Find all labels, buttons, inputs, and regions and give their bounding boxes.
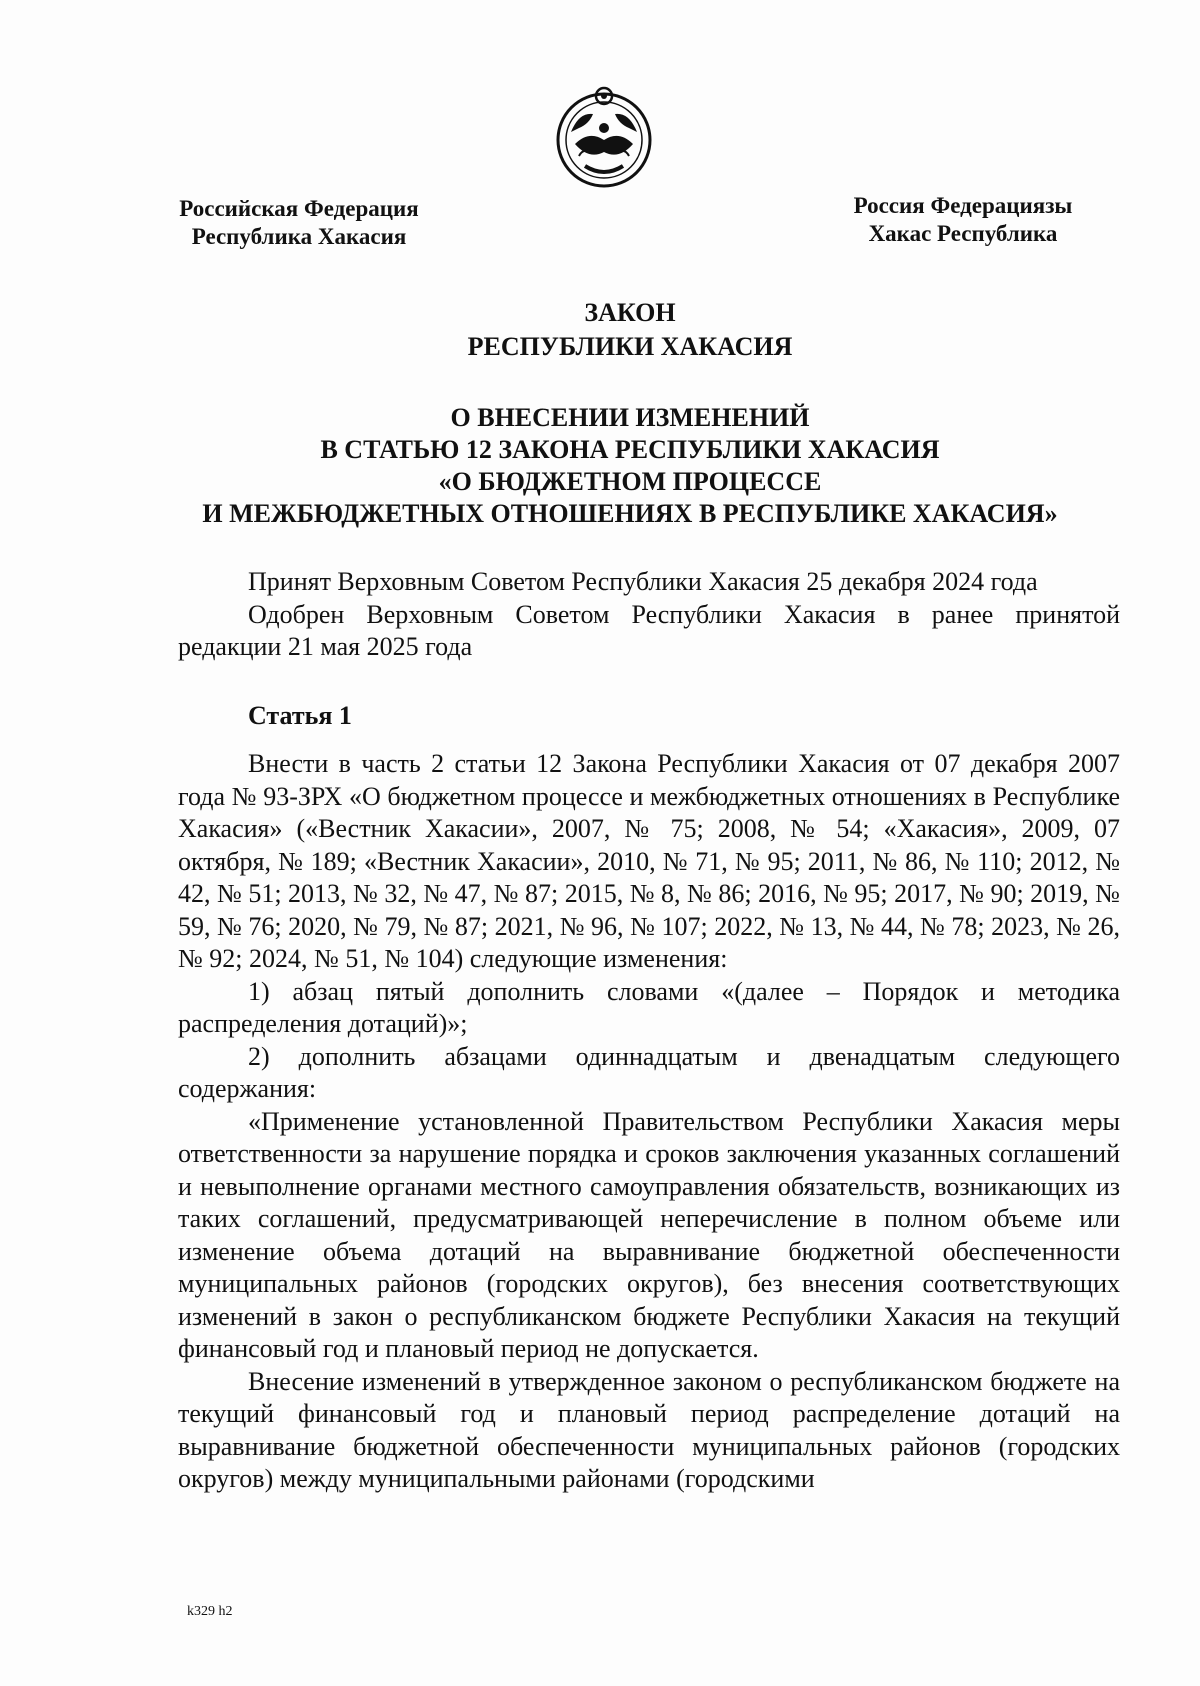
header-left-line2: Республика Хакасия — [191, 224, 407, 249]
article-body — [178, 748, 1120, 1496]
law-title — [170, 297, 1090, 363]
article-paragraph: 1) абзац пятый дополнить словами «(далее – Порядок и методика распределения дотаций)»; — [178, 976, 1120, 1038]
article-paragraph: «Применение установленной Правительством Республики Хакасия меры ответственности за нарушение порядка и сроков заключения указанных соглашений и невыполнение органами местного самоуправления обязательств, возникающих из таких соглашений, предусматривающей неперечисление в полном объеме или изменение объема дотаций на выравнивание бюджетной обеспеченности муниципальных районов (городских округов), без внесения соответствующих изменений в закон о республиканском бюджете Республики Хакасия на текущий финансовый год и плановый период не допускается. — [178, 1106, 1120, 1363]
footer-code: k329 h2 — [187, 1604, 233, 1619]
adopted-text: Принят Верховным Советом Республики Хакасия 25 декабря 2024 года — [248, 567, 1038, 596]
approved-text: Одобрен Верховным Советом Республики Хакасия в ранее принятой редакции 21 мая 2025 года — [178, 599, 1120, 661]
law-title-line2: РЕСПУБЛИКИ ХАКАСИЯ — [467, 332, 793, 361]
header-right-line2: Хакас Республика — [868, 221, 1058, 246]
header-right — [830, 192, 1096, 248]
article-paragraph: 2) дополнить абзацами одиннадцатым и двенадцатым следующего содержания: — [178, 1041, 1120, 1103]
law-title-line1: ЗАКОН — [584, 298, 676, 327]
law-subject-line4: И МЕЖБЮДЖЕТНЫХ ОТНОШЕНИЯХ В РЕСПУБЛИКЕ ХАКАСИЯ» — [202, 499, 1058, 528]
law-subject-line1: О ВНЕСЕНИИ ИЗМЕНЕНИЙ — [450, 403, 810, 432]
header-left — [166, 195, 432, 251]
article-paragraph: Внести в часть 2 статьи 12 Закона Республики Хакасия от 07 декабря 2007 года № 93-ЗРХ «О бюджетном процессе и межбюджетных отношениях в Республике Хакасия» («Вестник Хакасии», 2007, № 75; 2008, № 54; «Хакасия», 2009, 07 октября, № 189; «Вестник Хакасии», 2010, № 71, № 95; 2011, № 86, № 110; 2012, № 42, № 51; 2013, № 32, № 47, № 87; 2015, № 8, № 86; 2016, № 95; 2017, № 90; 2019, № 59, № 76; 2020, № 79, № 87; 2021, № 96, № 107; 2022, № 13, № 44, № 78; 2023, № 26, № 92; 2024, № 51, № 104) следующие изменения: — [178, 749, 1120, 973]
law-subject-line3: «О БЮДЖЕТНОМ ПРОЦЕССЕ — [438, 467, 822, 496]
adoption-block — [178, 566, 1120, 664]
law-subject — [170, 402, 1090, 530]
header-right-line1: Россия Федерациязы — [853, 193, 1073, 218]
law-subject-line2: В СТАТЬЮ 12 ЗАКОНА РЕСПУБЛИКИ ХАКАСИЯ — [320, 435, 940, 464]
coat-of-arms-emblem — [549, 82, 659, 192]
header-left-line1: Российская Федерация — [179, 196, 419, 221]
article-paragraph: Внесение изменений в утвержденное законом о республиканском бюджете на текущий финансовый год и плановый период распределение дотаций на выравнивание бюджетной обеспеченности муниципальных районов (городских округов) между муниципальными районами (городскими — [178, 1366, 1120, 1493]
article-heading: Статья 1 — [248, 701, 352, 730]
